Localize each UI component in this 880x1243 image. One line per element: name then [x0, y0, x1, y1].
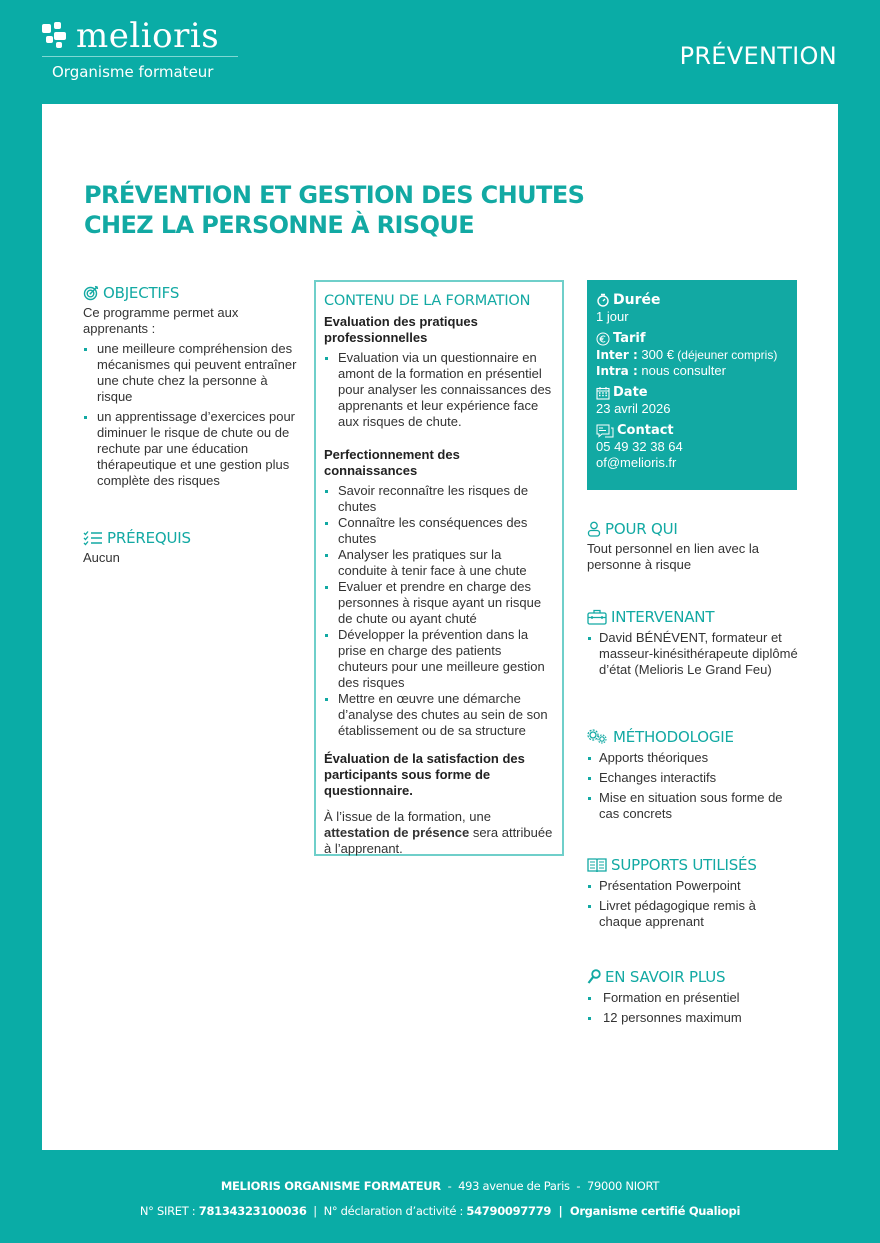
objectifs-intro: Ce programme permet aux apprenants : — [83, 305, 239, 336]
category-label: PRÉVENTION — [679, 42, 837, 70]
siret-number: 78134323100036 — [198, 1204, 307, 1218]
qualiopi-label: | Organisme certifié Qualiopi — [551, 1204, 741, 1218]
tarif-heading — [596, 331, 788, 347]
prerequis-title: PRÉREQUIS — [107, 529, 191, 547]
en-savoir-plus-title: EN SAVOIR PLUS — [605, 968, 726, 986]
date-value: 23 avril 2026 — [596, 401, 671, 416]
supports-section — [587, 856, 802, 930]
inter-price — [596, 347, 788, 363]
checklist-icon — [83, 530, 103, 546]
list-item: Echanges interactifs — [587, 770, 802, 786]
satisfaction-text: Évaluation de la satisfaction des participants sous forme de questionnaire. — [324, 751, 525, 798]
contact-phone[interactable]: 05 49 32 38 64 — [596, 439, 683, 454]
list-item: Présentation Powerpoint — [587, 878, 802, 894]
contact-heading — [596, 423, 788, 439]
contenu-heading: CONTENU DE LA FORMATION — [324, 293, 531, 309]
siret-label: N° SIRET : — [139, 1204, 199, 1218]
methodologie-heading — [587, 728, 802, 746]
title-line-2: CHEZ LA PERSONNE À RISQUE — [84, 211, 475, 239]
person-icon — [587, 521, 601, 537]
duree-value: 1 jour — [596, 309, 629, 324]
footer-address — [0, 1179, 880, 1193]
list-item: Analyser les pratiques sur la conduite à tenir face à une chute — [324, 547, 554, 579]
attestation-post: sera attribuée à l’apprenant. — [324, 825, 553, 856]
en-savoir-plus-list — [587, 990, 802, 1026]
intervenant-heading — [587, 608, 802, 626]
contenu-section2-title: Perfectionnement des connaissances — [324, 447, 460, 478]
objectifs-title: OBJECTIFS — [103, 284, 180, 302]
brand-tagline: Organisme formateur — [52, 63, 214, 81]
page-title — [84, 180, 584, 240]
date-label: Date — [613, 385, 648, 400]
briefcase-icon — [587, 609, 607, 625]
supports-heading — [587, 856, 802, 874]
attestation-text — [324, 809, 554, 857]
list-item: une meilleure compréhension des mécanismes qui peuvent entraîner une chute chez la personne à risque — [83, 341, 298, 405]
intervenant-list — [587, 630, 802, 678]
prerequis-text: Aucun — [83, 550, 120, 565]
euro-icon — [596, 332, 610, 346]
supports-list — [587, 878, 802, 930]
list-item: Formation en présentiel — [587, 990, 802, 1006]
duree-label: Durée — [613, 292, 661, 308]
inter-note: (déjeuner compris) — [673, 348, 778, 362]
intervenant-title: INTERVENANT — [611, 608, 715, 626]
methodologie-section — [587, 728, 802, 822]
logo-mark-icon — [42, 22, 70, 50]
list-item: 12 personnes maximum — [587, 1010, 802, 1026]
objectifs-list — [83, 341, 298, 489]
list-item: un apprentissage d’exercices pour diminuer le risque de chute ou de rechute par une éducation thérapeutique et une gestion plus complète des risques — [83, 409, 298, 489]
attestation-bold: attestation de présence — [324, 825, 470, 840]
declaration-number: 54790097779 — [466, 1204, 552, 1218]
declaration-label: | N° déclaration d’activité : — [306, 1204, 467, 1218]
brand-name: melioris — [76, 16, 220, 56]
list-item: Développer la prévention dans la prise en charge des patients chuteurs pour une meilleure gestion des risques — [324, 627, 554, 691]
footer-legal — [0, 1204, 880, 1218]
list-item: Mettre en œuvre une démarche d’analyse des chutes au sein de son établissement ou de sa structure — [324, 691, 554, 739]
methodologie-list — [587, 750, 802, 822]
methodologie-title: MÉTHODOLOGIE — [613, 728, 734, 746]
target-icon — [83, 285, 99, 301]
list-item: David BÉNÉVENT, formateur et masseur-kinésithérapeute diplômé d’état (Melioris Le Grand Feu) — [587, 630, 802, 678]
list-item: Evaluer et prendre en charge des personnes à risque ayant un risque de chute ou ayant chuté — [324, 579, 554, 627]
attestation-pre: À l’issue de la formation, une — [324, 809, 491, 824]
pour-qui-text: Tout personnel en lien avec la personne à risque — [587, 541, 760, 572]
info-box — [587, 280, 797, 490]
duree-heading — [596, 292, 788, 308]
pour-qui-title: POUR QUI — [605, 520, 678, 538]
content-card — [42, 104, 838, 1150]
intra-price — [596, 363, 788, 379]
contenu-section1-title: Evaluation des pratiques professionnelles — [324, 314, 478, 345]
list-item: Mise en situation sous forme de cas concrets — [587, 790, 802, 822]
stopwatch-icon — [596, 293, 610, 307]
chat-icon — [596, 424, 614, 438]
list-item: Connaître les conséquences des chutes — [324, 515, 554, 547]
logo-divider — [42, 56, 238, 57]
list-item: Savoir reconnaître les risques de chutes — [324, 483, 554, 515]
calendar-icon — [596, 386, 610, 400]
pour-qui-section — [587, 520, 802, 573]
objectifs-heading — [83, 284, 298, 302]
title-line-1: PRÉVENTION ET GESTION DES CHUTES — [84, 181, 585, 209]
inter-value: 300 € — [637, 347, 674, 362]
contenu-section1-list — [324, 350, 554, 430]
list-item: Apports théoriques — [587, 750, 802, 766]
supports-title: SUPPORTS UTILISÉS — [611, 856, 757, 874]
intervenant-section — [587, 608, 802, 678]
magnifier-icon — [587, 969, 601, 985]
contact-label: Contact — [617, 423, 674, 438]
pour-qui-heading — [587, 520, 802, 538]
intra-label: Intra : — [596, 364, 638, 378]
date-heading — [596, 385, 788, 401]
list-item: Livret pédagogique remis à chaque apprenant — [587, 898, 802, 930]
en-savoir-plus-heading — [587, 968, 802, 986]
prerequis-heading — [83, 529, 298, 547]
footer-org: MELIORIS ORGANISME FORMATEUR — [220, 1179, 441, 1193]
gears-icon — [587, 729, 609, 745]
brand-logo — [42, 18, 238, 81]
objectifs-section — [83, 284, 298, 566]
inter-label: Inter : — [596, 348, 638, 362]
intra-value: nous consulter — [637, 363, 726, 378]
contenu-section2-list — [324, 483, 554, 739]
en-savoir-plus-section — [587, 968, 802, 1026]
footer-address-text: - 493 avenue de Paris - 79000 NIORT — [440, 1179, 660, 1193]
book-icon — [587, 857, 607, 873]
contact-email[interactable]: of@melioris.fr — [596, 455, 677, 470]
list-item: Evaluation via un questionnaire en amont de la formation en présentiel pour analyser les connaissances des apprenants et leur expérience face aux risques de chute. — [324, 350, 554, 430]
tarif-label: Tarif — [613, 331, 646, 346]
contenu-box — [314, 280, 564, 856]
